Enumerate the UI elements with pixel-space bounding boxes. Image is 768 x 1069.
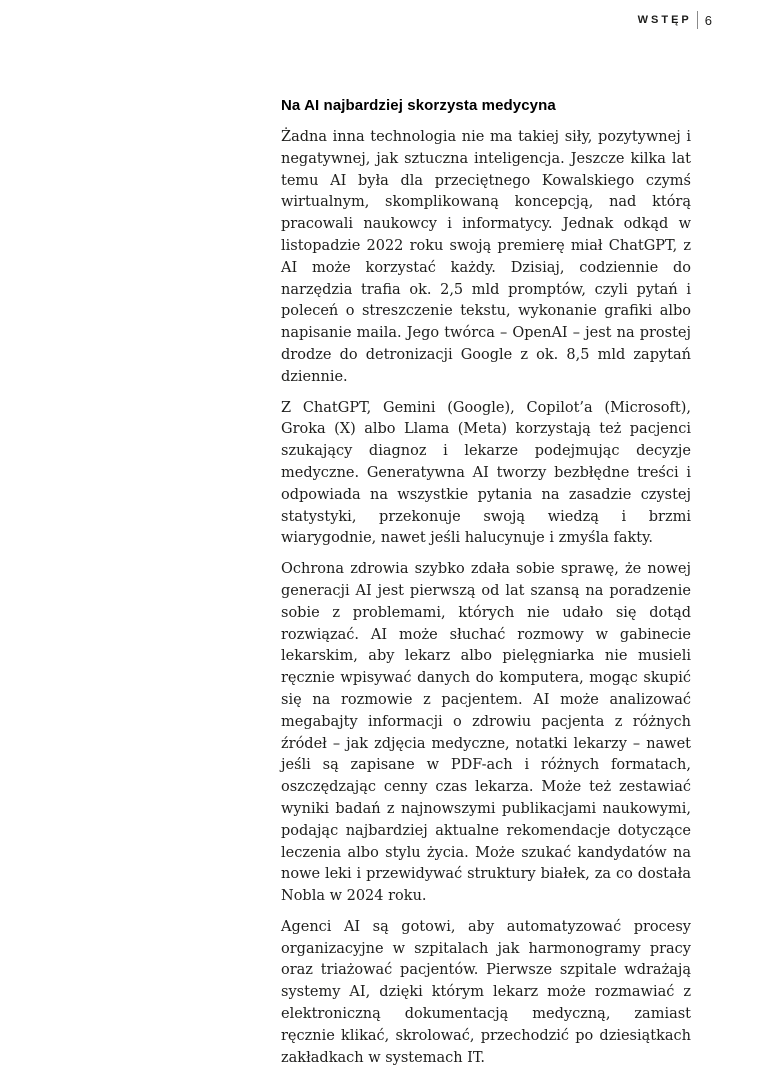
- paragraph-intro: Żadna inna technologia nie ma takiej siły, pozytywnej i negatywnej, jak sztuczna inteligencja. Jeszcze kilka lat temu AI była dla przeciętnego Kowalskiego czymś wirtualnym, skomplikowaną koncepcją, nad którą pracowali naukowcy i informatycy. Jednak odkąd w listopadzie 2022 roku swoją premierę miał ChatGPT, z AI może korzystać każdy. Dzisiaj, codziennie do narzędzia trafia ok. 2,5 mld promptów, czyli pytań i poleceń o streszczenie tekstu, wykonanie grafiki albo napisanie maila. Jego twórca – OpenAI – jest na prostej drodze do detronizacji Google z ok. 8,5 mld zapytań dziennie.: [281, 129, 691, 385]
- page-number: 6: [704, 12, 712, 28]
- paragraph-chatbots: Z ChatGPT, Gemini (Google), Copilot’a (Microsoft), Groka (X) albo Llama (Meta) korzystają też pacjenci szukający diagnoz i lekarze podejmując decyzje medyczne. Generatywna AI tworzy bezbłędne treści i odpowiada na wszystkie pytania na zasadzie czystej statystyki, przekonuje swoją wiedzą i brzmi wiarygodnie, nawet jeśli halucynuje i zmyśla fakty.: [281, 399, 691, 547]
- header-divider: [697, 11, 698, 29]
- section-label: WSTĘP: [637, 14, 692, 26]
- page-header: [638, 11, 712, 29]
- paragraph-healthcare: Ochrona zdrowia szybko zdała sobie sprawę, że nowej generacji AI jest pierwszą od lat szansą na poradzenie sobie z problemami, których nie udało się dotąd rozwiązać. AI może słuchać rozmowy w gabinecie lekarskim, aby lekarz albo pielęgniarka nie musieli ręcznie wpisywać danych do komputera, mogąc skupić się na rozmowie z pacjentem. AI może analizować megabajty informacji o zdrowiu pacjenta z różnych źródeł – jak zdjęcia medyczne, notatki lekarzy – nawet jeśli są zapisane w PDF-ach i różnych formatach, oszczędzając cenny czas lekarza. Może też zestawiać wyniki badań z najnowszymi publikacjami naukowymi, podając najbardziej aktualne rekomendacje dotyczące leczenia albo stylu życia. Może szukać kandydatów na nowe leki i przewidywać struktury białek, za co dostała Nobla w 2024 roku.: [281, 561, 691, 905]
- paragraph-agents: Agenci AI są gotowi, aby automatyzować procesy organizacyjne w szpitalach jak harmonogramy pracy oraz triażować pacjentów. Pierwsze szpitale wdrażają systemy AI, dzięki którym lekarz może rozmawiać z elektroniczną dokumentacją medyczną, zamiast ręcznie klikać, skrolować, przechodzić po dziesiątkach zakładkach w systemach IT.: [281, 918, 691, 1066]
- article-heading: Na AI najbardziej skorzysta medycyna: [281, 97, 556, 114]
- article: [281, 97, 691, 1069]
